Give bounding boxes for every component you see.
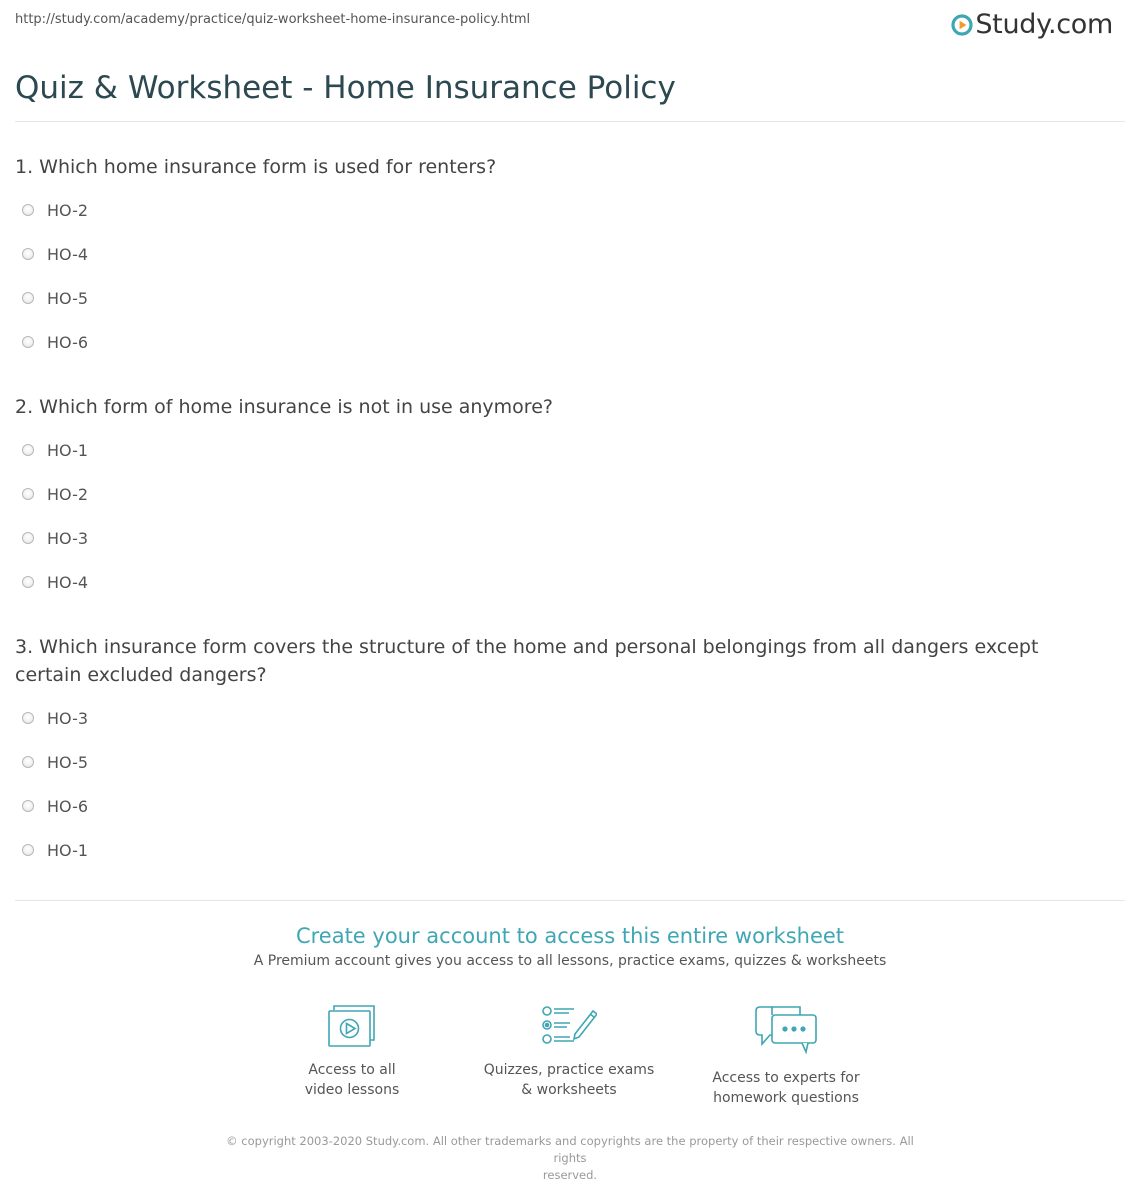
feature-label-line2: homework questions	[713, 1090, 859, 1106]
radio-button[interactable]	[22, 488, 34, 500]
cta-title-link[interactable]: Create your account to access this entire worksheet	[295, 924, 845, 948]
option-label: HO-4	[47, 244, 89, 264]
radio-button[interactable]	[22, 292, 34, 304]
option-label: HO-6	[47, 332, 89, 352]
radio-button[interactable]	[22, 576, 34, 588]
video-lessons-icon	[326, 1004, 378, 1048]
option-label: HO-5	[47, 288, 89, 308]
question-1: 1. Which home insurance form is used for renters?	[15, 156, 497, 178]
option-q2-d[interactable]	[22, 572, 88, 592]
play-circle-icon	[951, 14, 973, 36]
option-q1-b[interactable]	[22, 244, 88, 264]
question-2: 2. Which form of home insurance is not in use anymore?	[15, 396, 553, 418]
radio-button[interactable]	[22, 248, 34, 260]
option-q2-c[interactable]	[22, 528, 88, 548]
option-label: HO-1	[47, 440, 89, 460]
feature-label-line2: video lessons	[304, 1082, 400, 1098]
radio-button[interactable]	[22, 756, 34, 768]
option-label: HO-2	[47, 484, 89, 504]
feature-label-line1: Access to experts for	[712, 1070, 860, 1086]
feature-label-line1: Quizzes, practice exams	[483, 1062, 655, 1078]
feature-label-line2: & worksheets	[521, 1082, 617, 1098]
option-q3-b[interactable]	[22, 752, 88, 772]
option-label: HO-3	[47, 528, 89, 548]
page-url: http://study.com/academy/practice/quiz-worksheet-home-insurance-policy.html	[15, 12, 531, 27]
option-label: HO-3	[47, 708, 89, 728]
radio-button[interactable]	[22, 800, 34, 812]
option-label: HO-4	[47, 572, 89, 592]
page-title: Quiz & Worksheet - Home Insurance Policy	[15, 70, 676, 106]
radio-button[interactable]	[22, 336, 34, 348]
copyright	[210, 1133, 930, 1184]
top-bar	[15, 11, 1125, 41]
question-3: 3. Which insurance form covers the structure of the home and personal belongings from all dangers except certain excluded dangers?	[15, 636, 1039, 686]
chat-bubbles-icon	[754, 1004, 818, 1056]
option-label: HO-6	[47, 796, 89, 816]
option-label: HO-5	[47, 752, 89, 772]
feature-label-line1: Access to all	[308, 1062, 396, 1078]
option-q1-d[interactable]	[22, 332, 88, 352]
cta-subtitle: A Premium account gives you access to all lessons, practice exams, quizzes & worksheets	[253, 953, 887, 969]
radio-button[interactable]	[22, 444, 34, 456]
option-q3-d[interactable]	[22, 840, 88, 860]
option-q1-c[interactable]	[22, 288, 88, 308]
option-q1-a[interactable]	[22, 200, 88, 220]
logo-text: Study.com	[975, 9, 1113, 40]
radio-button[interactable]	[22, 532, 34, 544]
divider	[15, 900, 1125, 901]
feature-quizzes	[459, 1004, 679, 1100]
quiz-checklist-icon	[541, 1004, 597, 1048]
option-label: HO-1	[47, 840, 89, 860]
option-q3-c[interactable]	[22, 796, 88, 816]
feature-video-lessons	[242, 1004, 462, 1100]
copyright-line2: reserved.	[542, 1168, 598, 1182]
option-label: HO-2	[47, 200, 89, 220]
divider	[15, 121, 1125, 122]
radio-button[interactable]	[22, 204, 34, 216]
option-q2-b[interactable]	[22, 484, 88, 504]
radio-button[interactable]	[22, 844, 34, 856]
copyright-line1: © copyright 2003-2020 Study.com. All other trademarks and copyrights are the property of their respective owners. All rights	[226, 1134, 914, 1165]
feature-experts	[676, 1004, 896, 1108]
option-q2-a[interactable]	[22, 440, 88, 460]
radio-button[interactable]	[22, 712, 34, 724]
option-q3-a[interactable]	[22, 708, 88, 728]
study-logo[interactable]	[951, 11, 1113, 39]
